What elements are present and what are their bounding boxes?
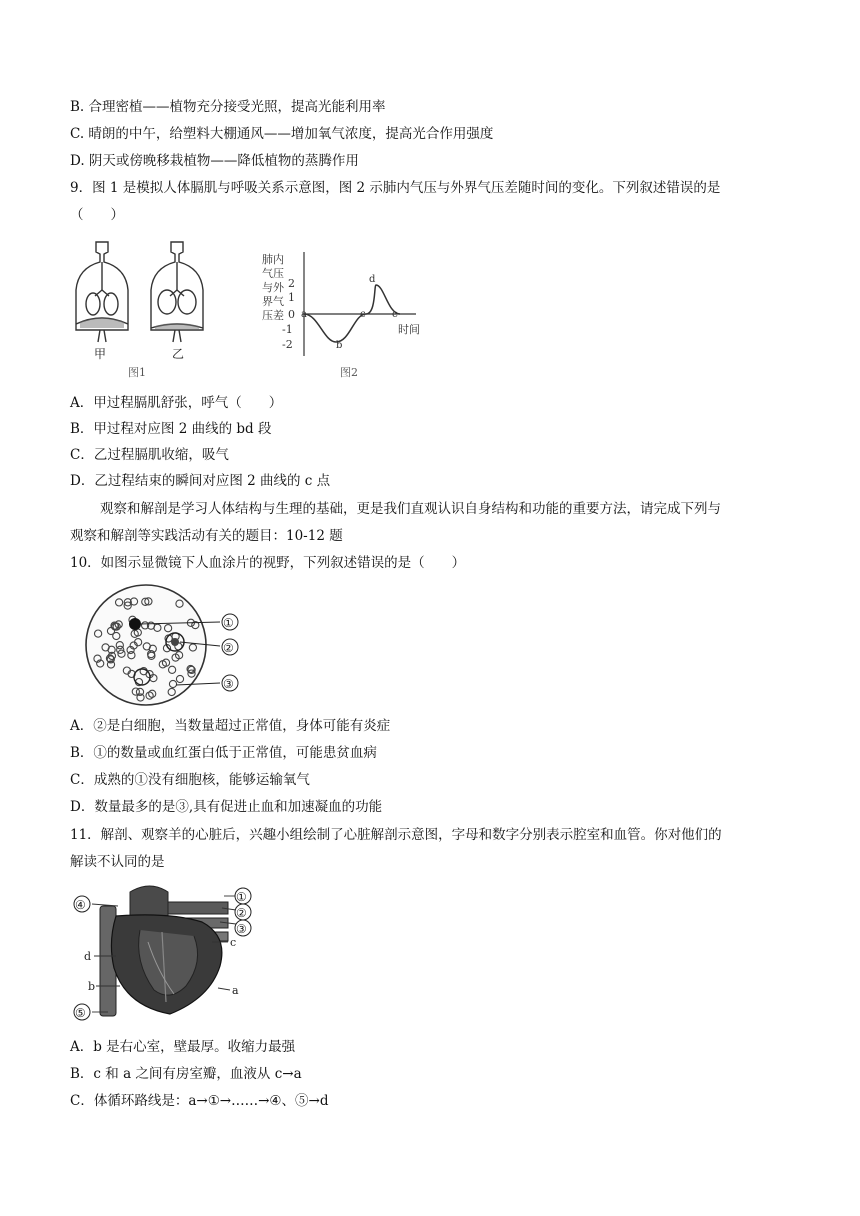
q11-option-c: C．体循环路线是：a→①→……→④、⑤→d bbox=[70, 1093, 329, 1109]
q9-fig2-tick-neg1: -1 bbox=[282, 323, 293, 336]
q10-label-3: ③ bbox=[223, 677, 234, 691]
q9-option-a: A．甲过程膈肌舒张，呼气（ ） bbox=[70, 395, 283, 411]
q11-label-b: b bbox=[88, 980, 96, 993]
q9-fig2-xlabel: 时间 bbox=[398, 323, 420, 336]
q9-fig2-ylabel-1: 肺内 bbox=[262, 253, 284, 266]
q8-option-b: B. 合理密植——植物充分接受光照，提高光能利用率 bbox=[70, 99, 386, 115]
q10-stem: 10．如图示显微镜下人血涂片的视野，下列叙述错误的是（ ） bbox=[70, 555, 466, 571]
q9-fig2-tick-neg2: -2 bbox=[282, 338, 293, 351]
section-intro-line1: 观察和解剖是学习人体结构与生理的基础，更是我们直观认识自身结构和功能的重要方法，请完成下列与 bbox=[100, 501, 721, 517]
q9-fig2-caption: 图2 bbox=[340, 366, 358, 379]
q11-label-3: ③ bbox=[236, 922, 247, 936]
q10-label-2: ② bbox=[223, 641, 234, 655]
q9-fig2-point-b: b bbox=[336, 340, 343, 351]
q11-label-5: ⑤ bbox=[75, 1006, 86, 1020]
q9-stem-bracket: （ ） bbox=[70, 207, 124, 223]
q9-stem: 9．图 1 是模拟人体膈肌与呼吸关系示意图，图 2 示肺内气压与外界气压差随时间的变化。下列叙述错误的是 bbox=[70, 180, 721, 196]
section-intro-line2: 观察和解剖等实践活动有关的题目：10-12 题 bbox=[70, 528, 343, 544]
q10-option-c: C．成熟的①没有细胞核，能够运输氧气 bbox=[70, 772, 310, 788]
q10-white-blood-cell-nucleus bbox=[129, 618, 141, 630]
q11-label-2: ② bbox=[236, 906, 247, 920]
q9-option-d: D．乙过程结束的瞬间对应图 2 曲线的 c 点 bbox=[70, 473, 331, 489]
q11-heart-dissection-figure bbox=[70, 882, 255, 1027]
q9-figure-1-bell-jars bbox=[68, 238, 243, 380]
q11-option-b: B．c 和 a 之间有房室瓣，血液从 c→a bbox=[70, 1066, 302, 1082]
q11-stem-line1: 11．解剖、观察羊的心脏后，兴趣小组绘制了心脏解剖示意图，字母和数字分别表示腔室和血管。你对他们的 bbox=[70, 827, 722, 843]
q10-option-d: D．数量最多的是③,具有促进止血和加速凝血的功能 bbox=[70, 799, 383, 815]
q9-fig2-ylabel-2: 气压 bbox=[262, 267, 284, 280]
q9-fig1-label-jia: 甲 bbox=[94, 347, 107, 361]
q10-blood-smear-figure bbox=[80, 580, 250, 710]
q11-option-a: A．b 是右心室，壁最厚。收缩力最强 bbox=[70, 1039, 296, 1055]
q9-fig1-label-yi: 乙 bbox=[172, 347, 185, 361]
q8-option-c: C. 晴朗的中午，给塑料大棚通风——增加氧气浓度，提高光合作用强度 bbox=[70, 126, 494, 142]
q9-fig2-point-e: e bbox=[392, 309, 398, 320]
q10-label-1: ① bbox=[223, 616, 234, 630]
q11-label-a: a bbox=[232, 984, 239, 997]
q11-label-1: ① bbox=[236, 890, 247, 904]
q11-label-c: c bbox=[230, 936, 237, 949]
q9-fig2-tick-2: 2 bbox=[288, 277, 295, 290]
q9-fig2-point-d: d bbox=[369, 274, 376, 285]
q9-option-b: B．甲过程对应图 2 曲线的 bd 段 bbox=[70, 421, 272, 437]
q9-fig2-tick-0: 0 bbox=[288, 308, 295, 321]
q9-fig2-ylabel-3: 与外 bbox=[262, 281, 284, 294]
q9-option-c: C．乙过程膈肌收缩，吸气 bbox=[70, 447, 229, 463]
q9-fig2-ylabel-5: 压差 bbox=[262, 309, 284, 322]
q8-option-d: D. 阴天或傍晚移栽植物——降低植物的蒸腾作用 bbox=[70, 153, 359, 169]
q9-fig2-point-a: a bbox=[301, 309, 307, 320]
q11-label-4: ④ bbox=[75, 898, 86, 912]
q10-option-b: B．①的数量或血红蛋白低于正常值，可能患贫血病 bbox=[70, 745, 377, 761]
q11-stem-line2: 解读不认同的是 bbox=[70, 854, 165, 870]
q9-fig1-caption: 图1 bbox=[128, 366, 146, 379]
q9-fig2-ylabel-4: 界气 bbox=[262, 295, 284, 308]
q9-fig2-tick-1: 1 bbox=[288, 291, 295, 304]
q9-fig2-point-c: c bbox=[360, 309, 366, 320]
q11-label-d: d bbox=[84, 950, 92, 963]
q9-figure-2-pressure-curve bbox=[248, 238, 443, 383]
q10-option-a: A．②是白细胞，当数量超过正常值，身体可能有炎症 bbox=[70, 718, 391, 734]
